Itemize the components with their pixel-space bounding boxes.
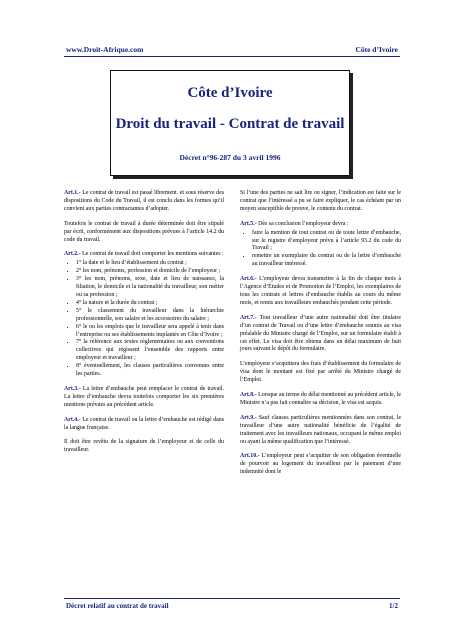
article-label: Art.1.-	[64, 190, 81, 196]
article-text: Dès sa conclusion l’employeur devra :	[256, 220, 349, 227]
header-rule	[64, 56, 400, 57]
article-text: Lorsque au terme du délai mentionné au précédent article, le Ministre n’a pas fait connaître sa décision, le visa est acquis.	[240, 392, 401, 406]
article-label: Art.8.-	[240, 392, 257, 399]
paragraph: Toutefois le contrat de travail à durée déterminée doit être stipulé par écrit, conformément aux dispositions prévues à l’article 14.2 du code du travail.	[64, 220, 224, 243]
title-box	[110, 70, 350, 176]
article-label: Art.2.-	[64, 251, 81, 258]
article-label: Art.9.-	[240, 414, 257, 421]
list-item: • 2° les nom, prénoms, profession et domicile de l’employeur ;	[76, 268, 224, 276]
list-item: • 8° éventuellement, les clauses particulières convenues entre les parties.	[76, 363, 224, 379]
article-label: Art.7.-	[240, 314, 257, 321]
list-item: • 7° la référence aux textes réglementaires ou aux conventions collectives qui régissent l’ensemble des rapports entre employeur et travailleur ;	[76, 339, 224, 363]
article-2-list	[64, 260, 224, 379]
article-text: L’employeur devra transmettre à la fin de chaque mois à l’Agence d’Études et de Promotion de l’Emploi, les exemplaires de tous les contrats et lettres d’embauche établis au cours du même mois, et remis aux travailleurs embauchés pendant cette période.	[240, 276, 401, 306]
list-item: • 6° le ou les emplois que le travailleur sera appelé à tenir dans l’entreprise ou ses établissements implantés en Côte d’Ivoire ;	[76, 324, 224, 340]
article-2	[64, 251, 224, 259]
article-text: Le contrat de travail doit comporter les mentions suivantes :	[80, 251, 224, 258]
paragraph: Il doit être revêtu de la signature de l’employeur et de celle du travailleur.	[64, 439, 224, 454]
article-5-list	[240, 230, 401, 270]
left-column	[64, 190, 224, 462]
article-text: L’employeur peut s’acquitter de son obligation éventuelle de pourvoir au logement du travailleur par le paiement d’une indemnité dont le	[240, 453, 401, 476]
article-text: Sauf clauses particulières mentionnées dans son contrat, le travailleur d’une autre nationalité bénéficie de l’égalité de traitement avec les travailleurs nationaux, occupant le même emploi ou ayant la même qualification que l’intéressé.	[240, 414, 401, 445]
article-7	[240, 315, 401, 355]
title-country: Côte d’Ivoire	[187, 85, 273, 101]
paragraph: Si l’une des parties ne sait lire ou signer, l’indication est faite sur le contrat que l’intéressé a pu se faire expliquer, le cas échéant par un moyen susceptible de preuve, le contenu du contrat.	[240, 190, 401, 212]
article-3	[64, 386, 224, 410]
article-label: Art.5.-	[240, 220, 257, 227]
article-text: Le contrat de travail ou la lettre d’embauche est rédigé dans la langue française.	[64, 416, 224, 431]
article-8	[240, 392, 401, 408]
list-item: • 3° les nom, prénoms, sexe, date et lieu de naissance, la filiation, le domicile et la nationalité du travailleur, son métier ou sa profession ;	[76, 276, 224, 300]
paragraph: L’employeur s’acquittera des frais d’établissement du formulaire de visa dont le montant est fixé par arrêté du Ministre chargé de l’Emploi.	[240, 361, 401, 384]
article-6	[240, 276, 401, 308]
list-item: • 4° la nature et la durée du contrat ;	[76, 300, 224, 308]
right-column	[240, 190, 401, 484]
article-4	[64, 417, 224, 433]
article-label: Art.10.-	[240, 453, 260, 460]
article-text: Tout travailleur d’une autre nationalité doit être titulaire d’un contrat de Travail ou d’une lettre d’embauche soumis au visa préalable du Ministre chargé de l’Emploi, sur un formulaire établi à cet effet. Le visa doit être obtenu dans un délai maximum de huit jours suivant le dépôt du formulaire.	[240, 314, 401, 353]
header-country: Côte d’Ivoire	[355, 45, 398, 54]
list-item: • 1° la date et le lieu d’établissement du contrat ;	[76, 260, 224, 268]
footer-rule	[64, 598, 400, 599]
article-label: Art.6.-	[240, 276, 257, 283]
list-item: • 5° le classement du travailleur dans la hiérarchie professionnelle, son salaire et les accessoires du salaire ;	[76, 308, 224, 324]
article-9	[240, 415, 401, 447]
list-item: • remettre un exemplaire du contrat ou de la lettre d’embauche au travailleur intéressé.	[252, 253, 401, 269]
article-text: Le contrat de travail est passé librement. et sous réserve des dispositions du Code du Travail, il est conclu dans les formes qu’il convient aux parties contractantes d’adopter.	[64, 190, 224, 212]
list-item: • faire la mention de tout contrat ou de toute lettre d’embauche, sur le registre d’employeur prévu à l’article 93.2 du code du Travail ;	[252, 230, 401, 254]
header-site: www.Droit-Afrique.com	[66, 45, 144, 54]
article-label: Art.4.-	[64, 416, 81, 423]
article-1	[64, 190, 224, 214]
article-5	[240, 221, 401, 229]
footer-title: Décret relatif au contrat de travail	[66, 602, 169, 610]
article-text: La lettre d’embauche peut remplacer le contrat de travail. La lettre d’embauche devra toutefois comporter les six premières mentions prévues au précédent article.	[64, 385, 224, 408]
title-decree: Décret n°96-287 du 3 avril 1996	[179, 153, 281, 162]
article-10	[240, 453, 401, 477]
page-number: 1/2	[389, 602, 398, 610]
article-label: Art.3.-	[64, 385, 81, 392]
title-subject: Droit du travail - Contrat de travail	[115, 116, 345, 132]
